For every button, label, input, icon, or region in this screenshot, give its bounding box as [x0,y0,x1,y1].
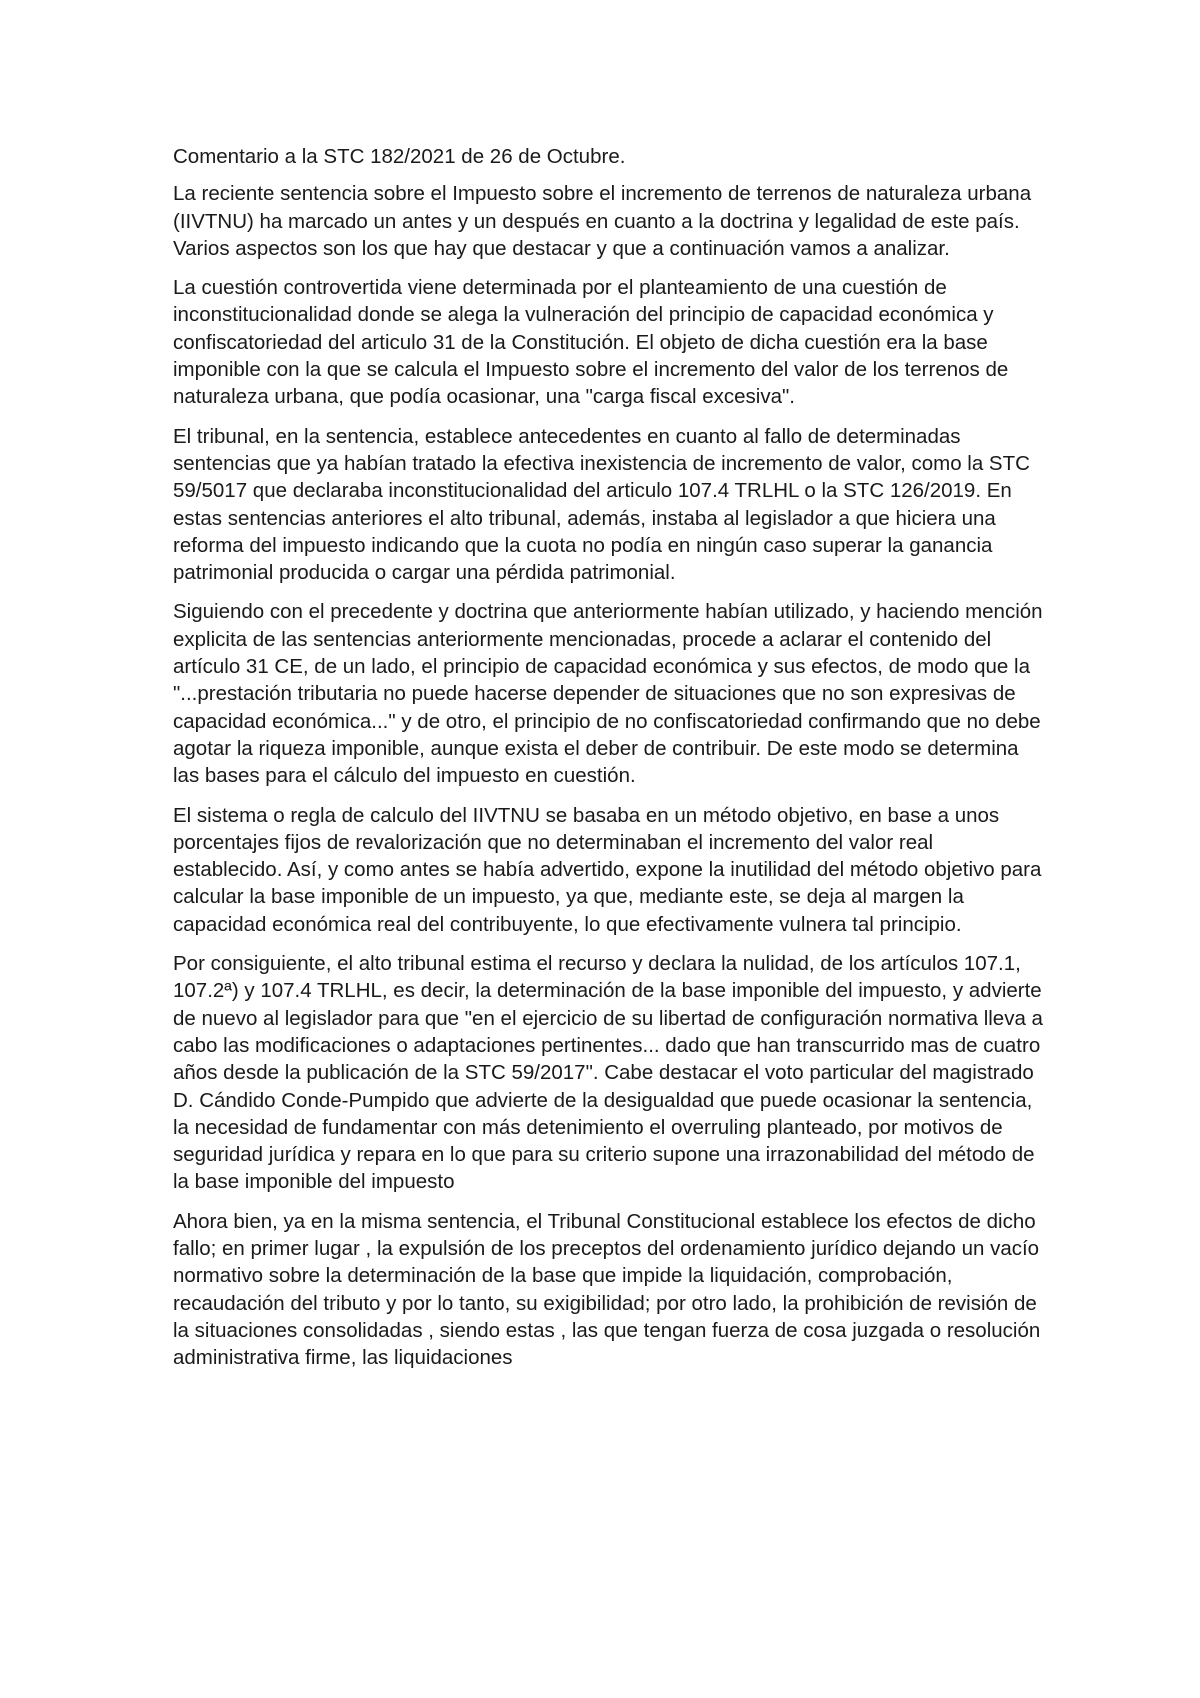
paragraph-5: El sistema o regla de calculo del IIVTNU se basaba en un método objetivo, en base a unos porcentajes fijos de revalorización que no determinaban el incremento del valor real establecido. Así, y como antes se había advertido, expone la inutilidad del método objetivo para calcular la base imponible de un impuesto, ya que, mediante este, se deja al margen la capacidad económica real del contribuyente, lo que efectivamente vulnera tal principio. [173,803,1042,936]
paragraph-1: La reciente sentencia sobre el Impuesto sobre el incremento de terrenos de naturaleza urbana (IIVTNU) ha marcado un antes y un después en cuanto a la doctrina y legalidad de este país. Varios aspectos son los que hay que destacar y que a continuación vamos a analizar. [173,182,1032,260]
paragraph-6: Por consiguiente, el alto tribunal estima el recurso y declara la nulidad, de los artículos 107.1, 107.2ª) y 107.4 TRLHL, es decir, la determinación de la base imponible del impuesto, y advierte de nuevo al legislador para que "en el ejercicio de su libertad de configuración normativa lleva a cabo las modificaciones o adaptaciones pertinentes... dado que han transcurrido mas de cuatro años desde la publicación de la STC 59/2017". Cabe destacar el voto particular del magistrado D. Cándido Conde-Pumpido que advierte de la desigualdad que puede ocasionar la sentencia, la necesidad de fundamentar con más detenimiento el overruling planteado, por motivos de seguridad jurídica y repara en lo que para su criterio supone una irrazonabilidad del método de la base imponible del impuesto [173,952,1043,1194]
document-body [173,143,1043,1383]
paragraph-7: Ahora bien, ya en la misma sentencia, el Tribunal Constitucional establece los efectos de dicho fallo; en primer lugar , la expulsión de los preceptos del ordenamiento jurídico dejando un vacío normativo sobre la determinación de la base que impide la liquidación, comprobación, recaudación del tributo y por lo tanto, su exigibilidad; por otro lado, la prohibición de revisión de la situaciones consolidadas , siendo estas , las que tengan fuerza de cosa juzgada o resolución administrativa firme, las liquidaciones [173,1209,1041,1370]
document-title: Comentario a la STC 182/2021 de 26 de Octubre. [173,145,626,168]
paragraph-2: La cuestión controvertida viene determinada por el planteamiento de una cuestión de inconstitucionalidad donde se alega la vulneración del principio de capacidad económica y confiscatoriedad del articulo 31 de la Constitución. El objeto de dicha cuestión era la base imponible con la que se calcula el Impuesto sobre el incremento del valor de los terrenos de naturaleza urbana, que podía ocasionar, una "carga fiscal excesiva". [173,276,1009,409]
paragraph-3: El tribunal, en la sentencia, establece antecedentes en cuanto al fallo de determinadas sentencias que ya habían tratado la efectiva inexistencia de incremento de valor, como la STC 59/5017 que declaraba inconstitucionalidad del articulo 107.4 TRLHL o la STC 126/2019. En estas sentencias anteriores el alto tribunal, además, instaba al legislador a que hiciera una reforma del impuesto indicando que la cuota no podía en ningún caso superar la ganancia patrimonial producida o cargar una pérdida patrimonial. [173,424,1030,585]
paragraph-4: Siguiendo con el precedente y doctrina que anteriormente habían utilizado, y haciendo mención explicita de las sentencias anteriormente mencionadas, procede a aclarar el contenido del artículo 31 CE, de un lado, el principio de capacidad económica y sus efectos, de modo que la "...prestación tributaria no puede hacerse depender de situaciones que no son expresivas de capacidad económica..." y de otro, el principio de no confiscatoriedad confirmando que no debe agotar la riqueza imponible, aunque exista el deber de contribuir. De este modo se determina las bases para el cálculo del impuesto en cuestión. [173,600,1043,788]
